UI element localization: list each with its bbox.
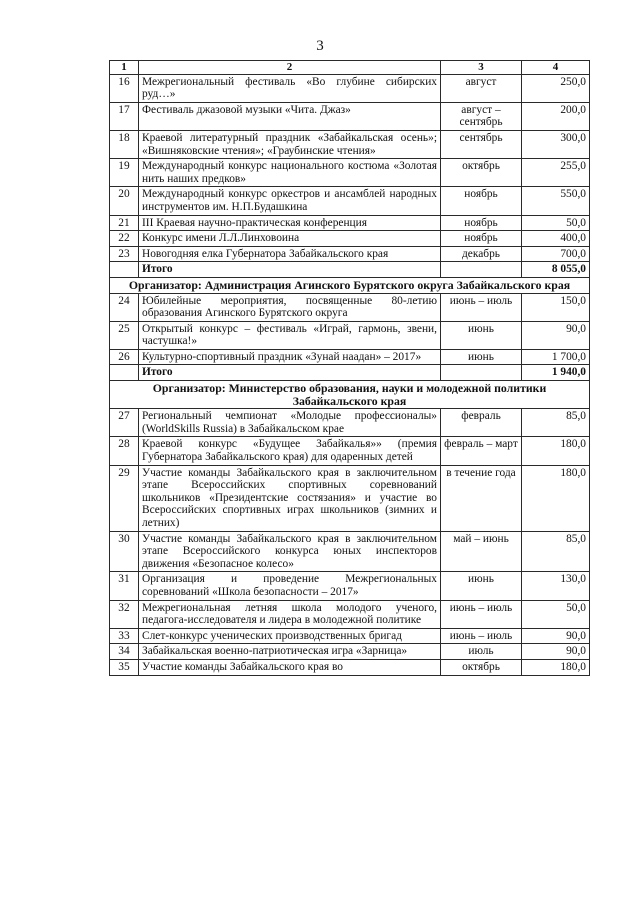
total-row bbox=[110, 365, 590, 381]
event-period: ноябрь bbox=[441, 215, 522, 231]
row-number: 33 bbox=[110, 628, 139, 644]
event-period: ноябрь bbox=[441, 231, 522, 247]
event-name: Участие команды Забайкальского края в заключительном этапе Всероссийского конкурса юных инспекторов движения «Безопасное колесо» bbox=[139, 531, 441, 572]
row-number: 35 bbox=[110, 659, 139, 675]
total-row bbox=[110, 262, 590, 278]
event-amount: 1 700,0 bbox=[522, 349, 590, 365]
event-period: июнь – июль bbox=[441, 293, 522, 321]
page-number: 3 bbox=[316, 38, 324, 54]
row-number: 16 bbox=[110, 74, 139, 102]
row-number: 22 bbox=[110, 231, 139, 247]
event-period: сентябрь bbox=[441, 130, 522, 158]
event-period: декабрь bbox=[441, 246, 522, 262]
event-amount: 90,0 bbox=[522, 644, 590, 660]
row-number: 30 bbox=[110, 531, 139, 572]
row-number: 26 bbox=[110, 349, 139, 365]
organizer-heading: Организатор: Администрация Агинского Бурятского округа Забайкальского края bbox=[110, 277, 590, 293]
row-number: 31 bbox=[110, 572, 139, 600]
event-amount: 700,0 bbox=[522, 246, 590, 262]
events-table bbox=[109, 60, 590, 676]
event-amount: 130,0 bbox=[522, 572, 590, 600]
total-spacer bbox=[110, 262, 139, 278]
row-number: 24 bbox=[110, 293, 139, 321]
events-table-body bbox=[110, 61, 590, 676]
table-row bbox=[110, 293, 590, 321]
event-name: Региональный чемпионат «Молодые профессионалы» (WorldSkills Russia) в Забайкальском крае bbox=[139, 409, 441, 437]
table-row bbox=[110, 159, 590, 187]
event-amount: 250,0 bbox=[522, 74, 590, 102]
event-amount: 50,0 bbox=[522, 215, 590, 231]
row-number: 28 bbox=[110, 437, 139, 465]
total-spacer bbox=[441, 262, 522, 278]
event-period: май – июнь bbox=[441, 531, 522, 572]
event-name: Конкурс имени Л.Л.Линховоина bbox=[139, 231, 441, 247]
table-row bbox=[110, 644, 590, 660]
event-period: в течение года bbox=[441, 465, 522, 531]
table-row bbox=[110, 572, 590, 600]
event-amount: 300,0 bbox=[522, 130, 590, 158]
event-amount: 180,0 bbox=[522, 659, 590, 675]
organizer-row bbox=[110, 277, 590, 293]
event-period: февраль – март bbox=[441, 437, 522, 465]
event-name: Забайкальская военно-патриотическая игра «Зарница» bbox=[139, 644, 441, 660]
event-amount: 255,0 bbox=[522, 159, 590, 187]
event-name: Участие команды Забайкальского края во bbox=[139, 659, 441, 675]
event-name: Международный конкурс оркестров и ансамблей народных инструментов им. Н.П.Будашкина bbox=[139, 187, 441, 215]
event-name: Культурно-спортивный праздник «Зунай наадан» – 2017» bbox=[139, 349, 441, 365]
table-row bbox=[110, 246, 590, 262]
organizer-row bbox=[110, 381, 590, 409]
event-name: III Краевая научно-практическая конференция bbox=[139, 215, 441, 231]
table-row bbox=[110, 102, 590, 130]
event-amount: 85,0 bbox=[522, 409, 590, 437]
event-name: Международный конкурс национального костюма «Золотая нить наших предков» bbox=[139, 159, 441, 187]
event-period: июнь bbox=[441, 321, 522, 349]
table-row bbox=[110, 74, 590, 102]
table-row bbox=[110, 600, 590, 628]
column-header: 4 bbox=[522, 61, 590, 75]
event-name: Краевой литературный праздник «Забайкальская осень»; «Вишняковские чтения»; «Граубинские чтения» bbox=[139, 130, 441, 158]
event-period: ноябрь bbox=[441, 187, 522, 215]
event-amount: 90,0 bbox=[522, 628, 590, 644]
event-amount: 400,0 bbox=[522, 231, 590, 247]
table-row bbox=[110, 349, 590, 365]
total-label: Итого bbox=[139, 365, 441, 381]
event-name: Организация и проведение Межрегиональных соревнований «Школа безопасности – 2017» bbox=[139, 572, 441, 600]
total-spacer bbox=[441, 365, 522, 381]
event-amount: 180,0 bbox=[522, 437, 590, 465]
event-amount: 90,0 bbox=[522, 321, 590, 349]
row-number: 21 bbox=[110, 215, 139, 231]
column-header: 2 bbox=[139, 61, 441, 75]
row-number: 17 bbox=[110, 102, 139, 130]
total-spacer bbox=[110, 365, 139, 381]
event-period: июнь bbox=[441, 349, 522, 365]
row-number: 29 bbox=[110, 465, 139, 531]
table-row bbox=[110, 628, 590, 644]
event-amount: 200,0 bbox=[522, 102, 590, 130]
table-row bbox=[110, 231, 590, 247]
event-amount: 85,0 bbox=[522, 531, 590, 572]
event-period: август bbox=[441, 74, 522, 102]
row-number: 25 bbox=[110, 321, 139, 349]
total-label: Итого bbox=[139, 262, 441, 278]
total-amount: 1 940,0 bbox=[522, 365, 590, 381]
row-number: 34 bbox=[110, 644, 139, 660]
event-name: Юбилейные мероприятия, посвященные 80-летию образования Агинского Бурятского округа bbox=[139, 293, 441, 321]
column-header: 3 bbox=[441, 61, 522, 75]
column-header: 1 bbox=[110, 61, 139, 75]
event-period: июнь – июль bbox=[441, 628, 522, 644]
event-name: Открытый конкурс – фестиваль «Играй, гармонь, звени, частушка!» bbox=[139, 321, 441, 349]
event-name: Слет-конкурс ученических производственных бригад bbox=[139, 628, 441, 644]
table-row bbox=[110, 130, 590, 158]
event-period: июль bbox=[441, 644, 522, 660]
row-number: 23 bbox=[110, 246, 139, 262]
table-row bbox=[110, 659, 590, 675]
row-number: 18 bbox=[110, 130, 139, 158]
event-name: Краевой конкурс «Будущее Забайкалья»» (премия Губернатора Забайкальского края) для одаренных детей bbox=[139, 437, 441, 465]
event-amount: 550,0 bbox=[522, 187, 590, 215]
event-name: Фестиваль джазовой музыки «Чита. Джаз» bbox=[139, 102, 441, 130]
total-amount: 8 055,0 bbox=[522, 262, 590, 278]
table-row bbox=[110, 531, 590, 572]
event-period: февраль bbox=[441, 409, 522, 437]
table-row bbox=[110, 465, 590, 531]
event-name: Межрегиональный фестиваль «Во глубине сибирских руд…» bbox=[139, 74, 441, 102]
event-period: июнь – июль bbox=[441, 600, 522, 628]
event-amount: 50,0 bbox=[522, 600, 590, 628]
row-number: 20 bbox=[110, 187, 139, 215]
event-name: Новогодняя елка Губернатора Забайкальского края bbox=[139, 246, 441, 262]
row-number: 27 bbox=[110, 409, 139, 437]
organizer-heading: Организатор: Министерство образования, науки и молодежной политики Забайкальского края bbox=[110, 381, 590, 409]
event-period: октябрь bbox=[441, 159, 522, 187]
table-row bbox=[110, 187, 590, 215]
table-row bbox=[110, 409, 590, 437]
table-row bbox=[110, 321, 590, 349]
table-header-row bbox=[110, 61, 590, 75]
event-amount: 150,0 bbox=[522, 293, 590, 321]
row-number: 32 bbox=[110, 600, 139, 628]
event-name: Межрегиональная летняя школа молодого ученого, педагога-исследователя и лидера в молодежной политике bbox=[139, 600, 441, 628]
event-period: август – сентябрь bbox=[441, 102, 522, 130]
row-number: 19 bbox=[110, 159, 139, 187]
table-row bbox=[110, 437, 590, 465]
event-period: июнь bbox=[441, 572, 522, 600]
event-amount: 180,0 bbox=[522, 465, 590, 531]
table-row bbox=[110, 215, 590, 231]
event-name: Участие команды Забайкальского края в заключительном этапе Всероссийских спортивных соревнований школьников «Президентские состязания» и участие во Всероссийских спортивных играх школьников (зимних и летних) bbox=[139, 465, 441, 531]
event-period: октябрь bbox=[441, 659, 522, 675]
